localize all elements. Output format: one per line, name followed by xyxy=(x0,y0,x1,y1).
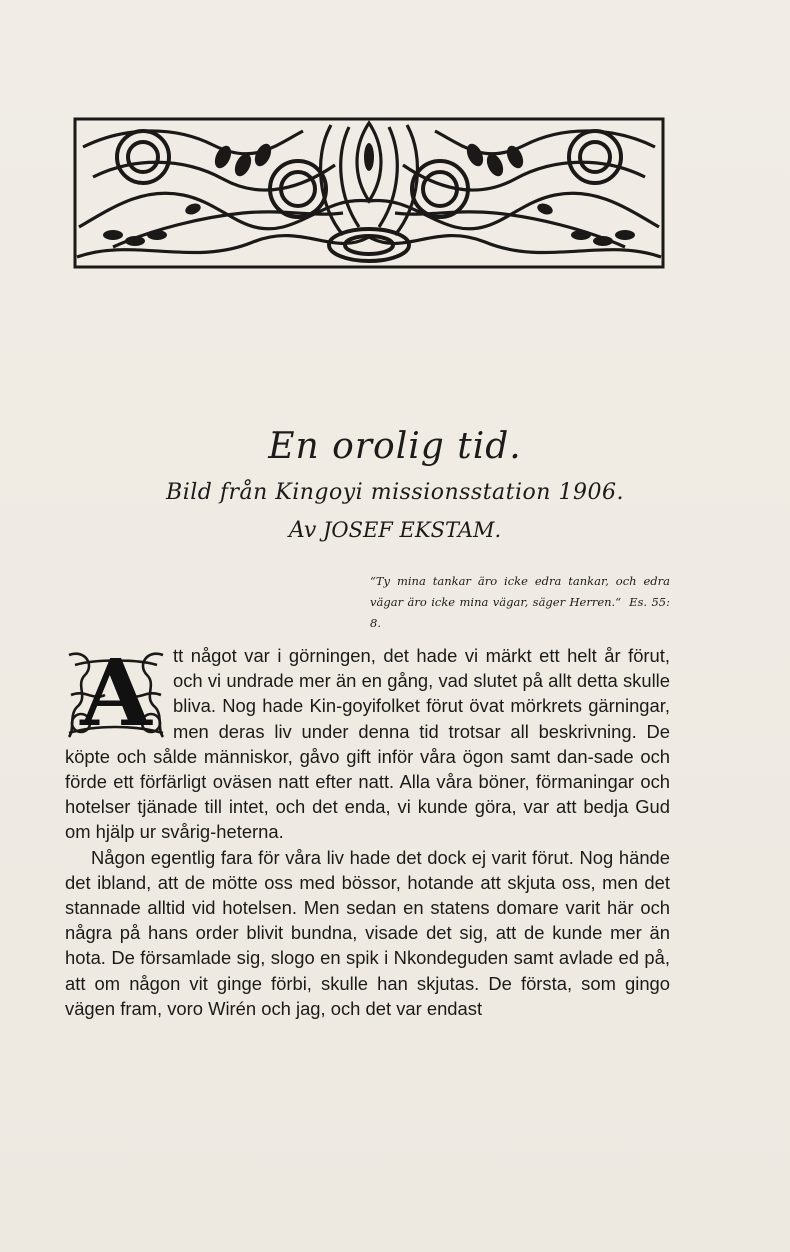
epigraph-reference: Es. 55: 8. xyxy=(370,595,670,630)
paragraph-1-text: tt något var i görningen, det hade vi märkt ett helt år förut, och vi undrade mer än en gång, vad slutet på allt detta skulle bliva. Nog hade Kin-goyifolket förut övat mörkrets gärningar, men deras liv under denna tid trotsar all beskrivning. De köpte och sålde människor, gåvo gift inför våra ögon samt dan-sade och förde ett förfärligt oväsen natt efter natt. Alla våra böner, förmaningar och hotelser tjänade till intet, och det enda, vi kunde göra, var att bedja Gud om hjälp ur svårig-heterna. xyxy=(65,645,670,843)
epigraph xyxy=(370,571,670,634)
drop-cap-letter: A xyxy=(80,639,152,747)
drop-cap xyxy=(65,639,167,747)
byline xyxy=(0,518,790,543)
article-title: En orolig tid. xyxy=(268,426,522,467)
ornamental-headpiece xyxy=(73,117,665,269)
byline-prefix: Av xyxy=(288,518,317,543)
epigraph-quote: “Ty mina tankar äro icke edra tankar, och edra vägar äro icke mina vägar, säger Herren.“ xyxy=(370,574,670,609)
paragraph-1 xyxy=(65,639,670,845)
article-subtitle: Bild från Kingoyi missionsstation 1906. xyxy=(166,480,624,505)
paragraph-2: Någon egentlig fara för våra liv hade det dock ej varit förut. Nog hände det ibland, att de mötte oss med bössor, hotande att skjuta oss, men det stannade alltid vid hotelsen. Men sedan en statens domare varit här och några på hans order blivit bundna, visade det sig, att de kunde mer än hota. De församlade sig, slogo en spik i Nkondeguden samt avlade ed på, att om någon vit ginge förbi, skulle han skjutas. De första, som gingo vägen fram, voro Wirén och jag, och det var endast xyxy=(65,846,670,1019)
article-body xyxy=(65,639,670,1021)
author-name: JOSEF EKSTAM. xyxy=(322,518,502,542)
